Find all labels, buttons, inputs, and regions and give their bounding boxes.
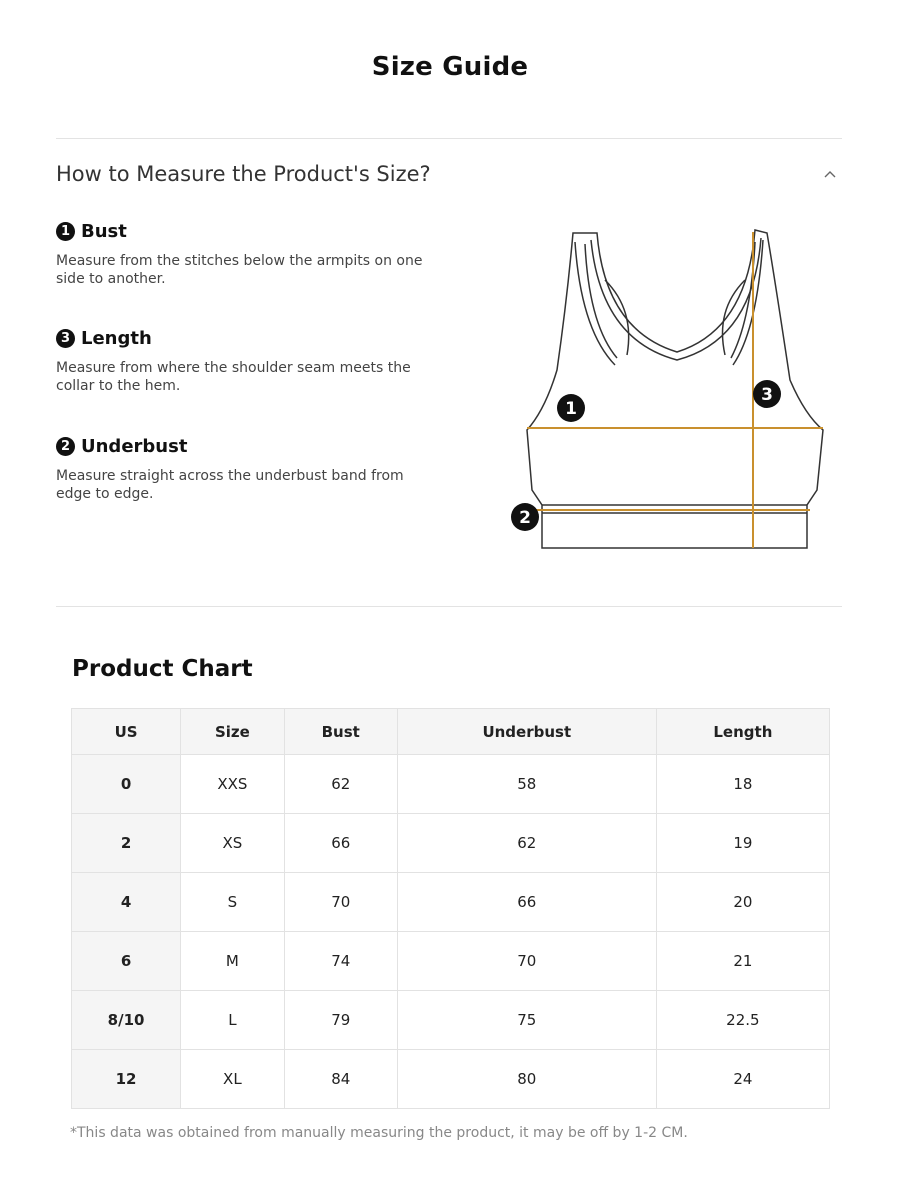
table-row: [72, 1050, 830, 1109]
table-row: [72, 991, 830, 1050]
table-cell: XS: [181, 814, 285, 873]
table-cell: 18: [656, 755, 829, 814]
svg-text:1: 1: [565, 399, 577, 419]
measure-item-length: [56, 327, 436, 395]
table-cell: 62: [284, 755, 397, 814]
product-chart-title: Product Chart: [72, 656, 253, 682]
table-cell: 19: [656, 814, 829, 873]
measure-description: Measure from where the shoulder seam meets the collar to the hem.: [56, 360, 411, 394]
table-row: [72, 932, 830, 991]
table-cell: 74: [284, 932, 397, 991]
number-badge: 3: [56, 329, 75, 348]
table-cell: 21: [656, 932, 829, 991]
measure-title: Length: [81, 327, 152, 349]
table-cell: 24: [656, 1050, 829, 1109]
table-cell-us: 2: [72, 814, 181, 873]
measure-item-underbust: [56, 435, 436, 503]
table-cell: 58: [397, 755, 656, 814]
table-cell-us: 12: [72, 1050, 181, 1109]
table-row: [72, 814, 830, 873]
measure-section-heading[interactable]: How to Measure the Product's Size?: [56, 162, 431, 186]
measure-title: Underbust: [81, 435, 188, 457]
table-cell: 66: [397, 873, 656, 932]
size-chart-table: [71, 708, 830, 1109]
column-header: Bust: [284, 709, 397, 755]
column-header: Length: [656, 709, 829, 755]
table-cell: 62: [397, 814, 656, 873]
table-cell-us: 0: [72, 755, 181, 814]
table-cell: 20: [656, 873, 829, 932]
table-cell: 79: [284, 991, 397, 1050]
number-badge: 2: [56, 437, 75, 456]
marker-3: [753, 380, 781, 408]
table-cell: 84: [284, 1050, 397, 1109]
table-cell: 70: [284, 873, 397, 932]
table-cell: 70: [397, 932, 656, 991]
table-cell: 66: [284, 814, 397, 873]
divider-middle: [56, 606, 842, 607]
table-cell: XXS: [181, 755, 285, 814]
svg-text:2: 2: [519, 508, 531, 528]
table-cell: 80: [397, 1050, 656, 1109]
number-badge: 1: [56, 222, 75, 241]
table-cell: XL: [181, 1050, 285, 1109]
table-row: [72, 873, 830, 932]
marker-2: [511, 503, 539, 531]
marker-1: [557, 394, 585, 422]
table-cell: S: [181, 873, 285, 932]
measure-description: Measure from the stitches below the armpits on one side to another.: [56, 253, 423, 287]
column-header: Size: [181, 709, 285, 755]
table-row: [72, 755, 830, 814]
measure-item-bust: [56, 220, 436, 288]
column-header: Underbust: [397, 709, 656, 755]
divider-top: [56, 138, 842, 139]
measure-title: Bust: [81, 220, 127, 242]
table-cell: 75: [397, 991, 656, 1050]
table-cell-us: 8/10: [72, 991, 181, 1050]
table-header-row: [72, 709, 830, 755]
chevron-up-icon[interactable]: [824, 170, 834, 180]
column-header: US: [72, 709, 181, 755]
table-cell-us: 4: [72, 873, 181, 932]
page-title: Size Guide: [371, 52, 529, 82]
sports-bra-illustration: [505, 220, 835, 560]
measure-description: Measure straight across the underbust band from edge to edge.: [56, 468, 404, 502]
table-cell: 22.5: [656, 991, 829, 1050]
table-cell: M: [181, 932, 285, 991]
table-cell: L: [181, 991, 285, 1050]
table-cell-us: 6: [72, 932, 181, 991]
svg-text:3: 3: [761, 385, 773, 405]
data-footnote: *This data was obtained from manually measuring the product, it may be off by 1-2 CM.: [70, 1125, 688, 1141]
